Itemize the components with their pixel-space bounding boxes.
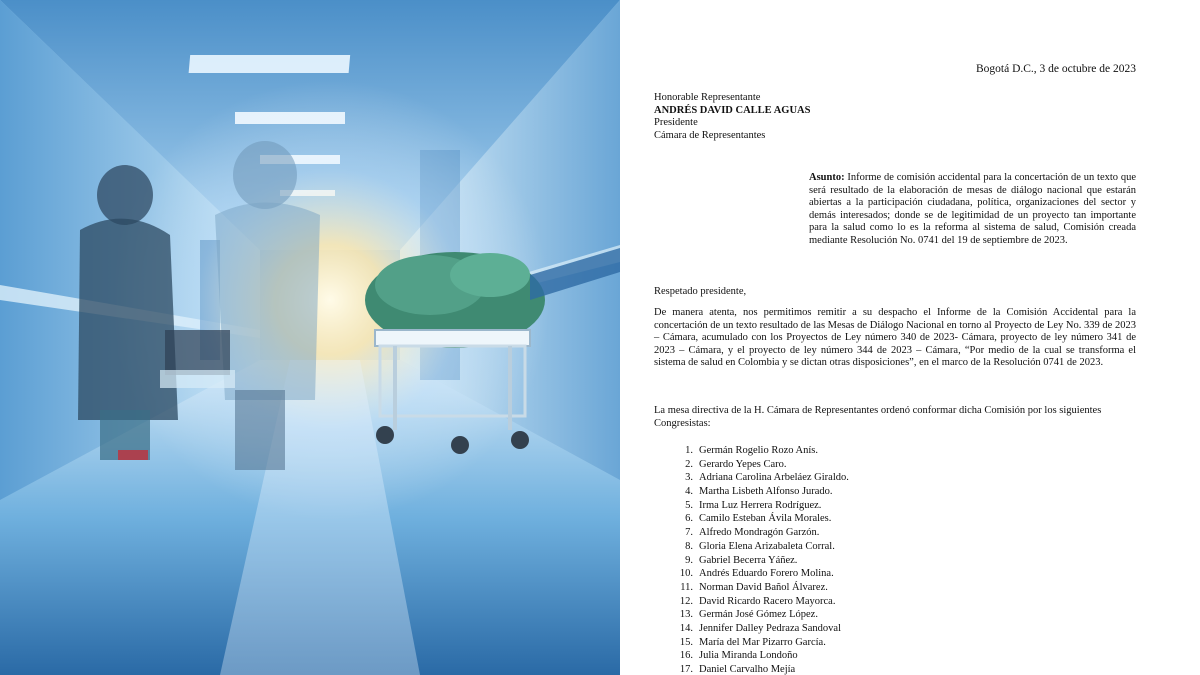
member-name: Irma Luz Herrera Rodríguez. (699, 499, 822, 511)
member-name: David Ricardo Racero Mayorca. (699, 595, 836, 607)
list-item (670, 664, 970, 675)
list-item-number: 3. (685, 472, 693, 484)
list-item (670, 582, 970, 596)
list-item (670, 445, 970, 459)
addressee-institution: Cámara de Representantes (654, 129, 766, 141)
addressee-role: Presidente (654, 117, 698, 129)
list-item (670, 541, 970, 555)
list-item-number: 13. (679, 609, 693, 621)
list-item (670, 513, 970, 527)
list-item-number: 17. (679, 664, 693, 675)
list-item-number: 2. (685, 458, 693, 470)
list-item-number: 9. (685, 554, 693, 566)
list-item-number: 8. (685, 540, 693, 552)
list-item (670, 486, 970, 500)
member-name: Alfredo Mondragón Garzón. (699, 527, 820, 539)
list-item-number: 6. (685, 513, 693, 525)
list-item-number: 11. (680, 581, 693, 593)
list-item (670, 568, 970, 582)
member-name: Gabriel Becerra Yáñez. (699, 554, 798, 566)
subject-text: Informe de comisión accidental para la concertación de un texto que será resultado de la elaboración de mesas de diálogo nacional que estarán abiertas a la participación ciudadana, política, organizaciones del sector y demás interesados; donde se de legitimidad de un proyecto tan importante para la salud como lo es la reforma al sistema de salud, Comisión creada mediante Resolución No. 0741 del 19 de septiembre de 2023. (809, 172, 1136, 246)
addressee-title: Honorable Representante (654, 92, 761, 103)
member-name: Germán José Gómez López. (699, 609, 818, 621)
list-item-number: 1. (685, 445, 693, 456)
list-item (670, 609, 970, 623)
subject-label: Asunto: (809, 172, 845, 183)
list-item (670, 555, 970, 569)
list-item (670, 472, 970, 486)
subject-block (809, 172, 1136, 248)
addressee-block (654, 92, 1134, 142)
member-name: María del Mar Pizarro García. (699, 636, 826, 648)
list-item-number: 7. (685, 527, 693, 539)
list-item-number: 10. (679, 568, 693, 580)
list-item-number: 16. (679, 650, 693, 662)
member-name: Camilo Esteban Ávila Morales. (699, 513, 832, 525)
body-paragraph-2: La mesa directiva de la H. Cámara de Representantes ordenó conformar dicha Comisión por los siguientes Congresistas: (654, 405, 1102, 429)
list-item (670, 500, 970, 514)
list-item-number: 12. (679, 595, 693, 607)
list-item (670, 596, 970, 610)
member-name: Adriana Carolina Arbeláez Giraldo. (699, 472, 849, 484)
member-name: Andrés Eduardo Forero Molina. (699, 568, 834, 580)
member-name: Daniel Carvalho Mejía (699, 664, 796, 675)
body-paragraph-1: De manera atenta, nos permitimos remitir a su despacho el Informe de la Comisión Accidental para la concertación de un texto resultado de las Mesas de Diálogo Nacional en torno al Proyecto de Ley No. 339 de 2023 – Cámara, acumulado con los Proyectos de Ley número 340 de 2023- Cámara, proyecto de ley número 341 de 2023 – Cámara, y el proyecto de ley número 344 de 2023 – Cámara, “Por medio de la cual se transforma el sistema de salud en Colombia y se dictan otras disposiciones”, en el marco de la Resolución 0741 de 2023. (654, 307, 1136, 369)
member-name: Julia Miranda Londoño (699, 650, 798, 662)
list-item (670, 459, 970, 473)
addressee-name: ANDRÉS DAVID CALLE AGUAS (654, 104, 811, 116)
list-item (670, 623, 970, 637)
list-item-number: 4. (685, 486, 693, 498)
letter-date: Bogotá D.C., 3 de octubre de 2023 (975, 63, 1136, 75)
list-item-number: 15. (679, 636, 693, 648)
list-item-number: 5. (685, 499, 693, 511)
list-item (670, 527, 970, 541)
list-item-number: 14. (679, 622, 693, 634)
members-list (670, 445, 970, 675)
list-item (670, 637, 970, 651)
letter-document (620, 0, 1200, 675)
member-name: Germán Rogelio Rozo Anís. (699, 445, 818, 456)
list-item (670, 650, 970, 664)
member-name: Gloria Elena Arizabaleta Corral. (699, 540, 835, 552)
salutation: Respetado presidente, (654, 286, 747, 297)
member-name: Jennifer Dalley Pedraza Sandoval (699, 622, 841, 634)
member-name: Norman David Bañol Álvarez. (699, 581, 828, 593)
member-name: Martha Lisbeth Alfonso Jurado. (699, 486, 833, 498)
member-name: Gerardo Yepes Caro. (699, 458, 787, 470)
